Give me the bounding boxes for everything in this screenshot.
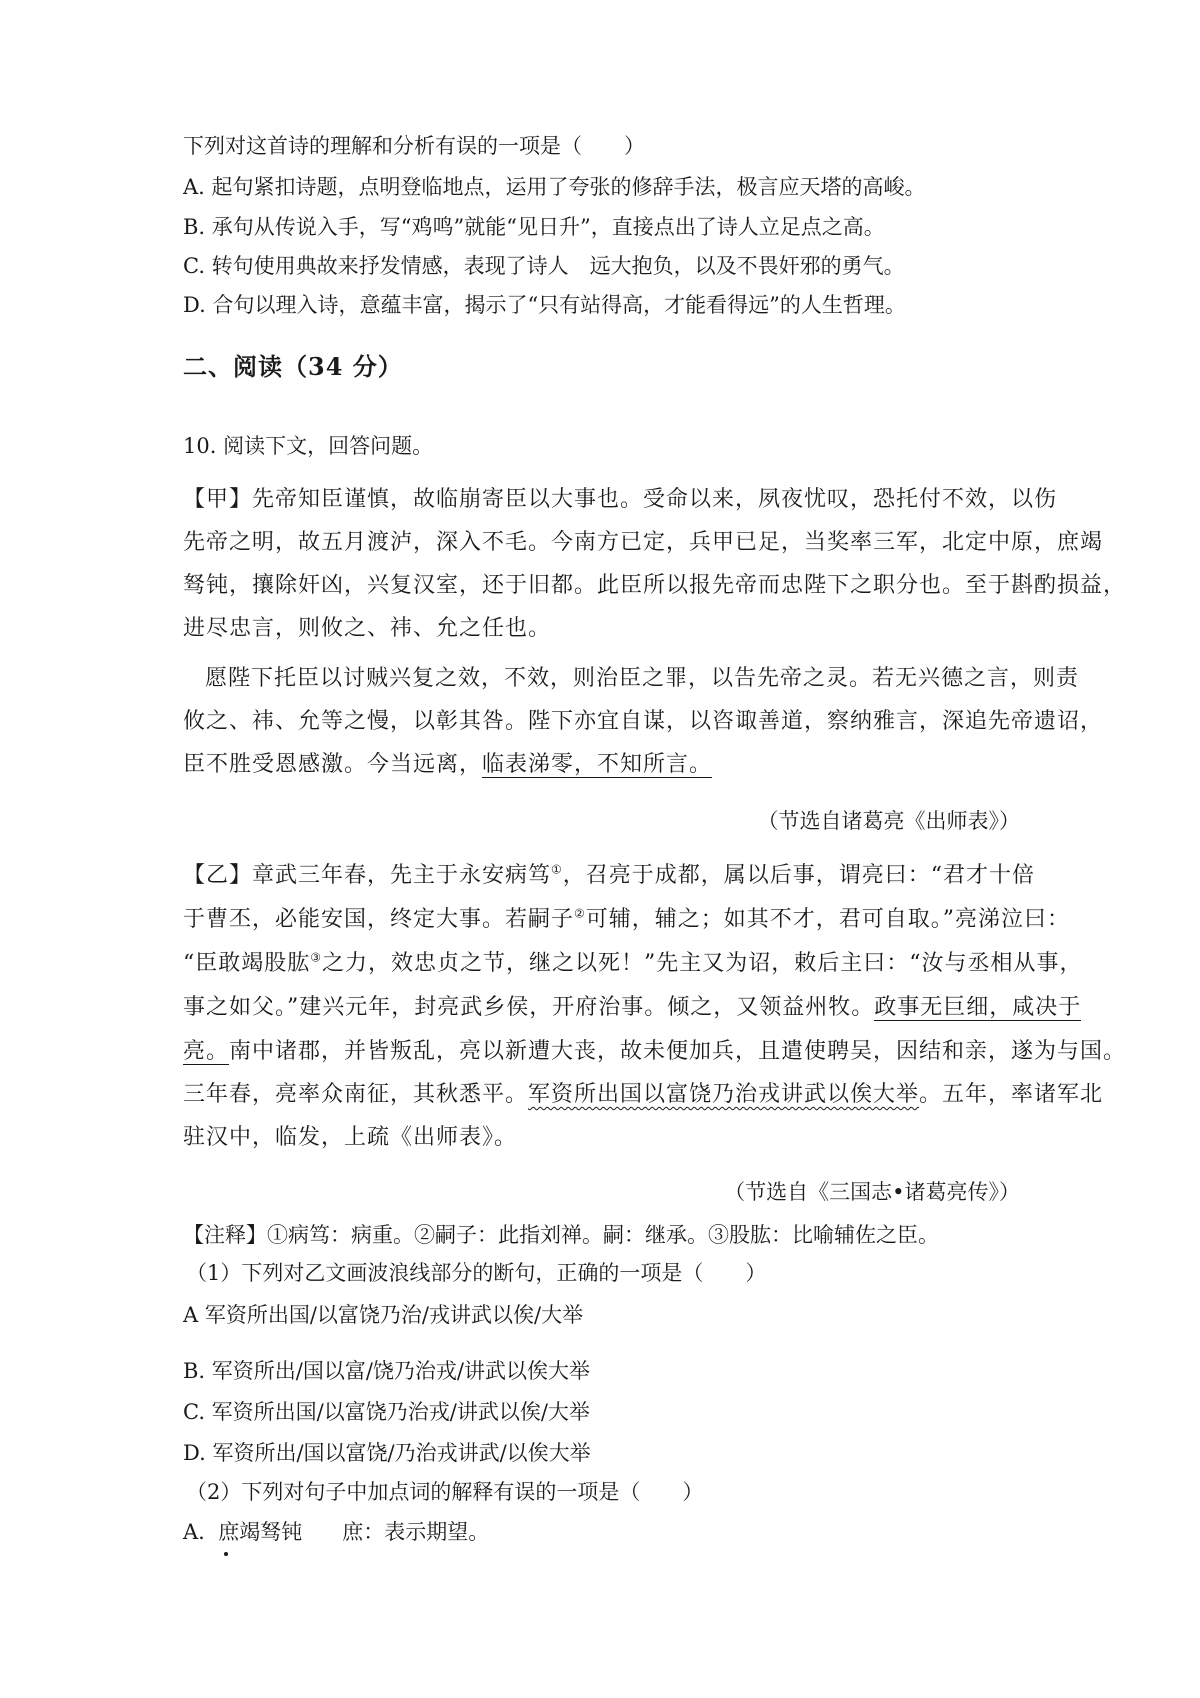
- yi-line-2b: 可辅，辅之；如其不才，君可自取。”亮涕泣曰：: [585, 907, 1071, 932]
- jia-line-6: 攸之、祎、允等之慢，以彰其咎。陛下亦宜自谋，以咨诹善道，察纳雅言，深追先帝遗诏，: [183, 709, 1104, 734]
- jia-line-5: 愿陛下托臣以讨贼兴复之效，不效，则治臣之罪，以告先帝之灵。若无兴德之言，则责: [205, 666, 1080, 691]
- yi-line-4: [183, 993, 1081, 1023]
- q10-2-option-a-phrase: 庶竭驽钝: [218, 1520, 303, 1544]
- yi-line-1: [183, 861, 1035, 891]
- yi-line-4-text: 事之如父。”建兴元年，封亮武乡侯，开府治事。倾之，又领益州牧。: [183, 995, 875, 1020]
- yi-line-1a: 【乙】章武三年春，先主于永安病笃: [183, 863, 552, 888]
- q9-option-b: B. 承句从传说入手，写“鸡鸣”就能“见日升”，直接点出了诗人立足点之高。: [183, 215, 885, 239]
- q9-stem: 下列对这首诗的理解和分析有误的一项是（ ）: [183, 134, 645, 158]
- q10-1-option-d: D. 军资所出/国以富饶/乃治戎讲武/以俟大举: [183, 1441, 591, 1465]
- yi-line-7: 驻汉中，临发，上疏《出师表》。: [183, 1125, 518, 1150]
- yi-wavy-underlined-sentence: 军资所出国以富饶乃治戎讲武以俟大举: [528, 1082, 920, 1107]
- yi-underlined-part-2: 亮。: [183, 1039, 230, 1064]
- yi-line-3a: “臣敢竭股肱: [183, 951, 311, 976]
- jia-line-7-text: 臣不胜受恩感激。今当远离，: [183, 752, 483, 777]
- q10-1-option-c: C. 军资所出国/以富饶乃治戎/讲武以俟/大举: [183, 1400, 590, 1424]
- annotation-notes: 【注释】①病笃：病重。②嗣子：此指刘禅。嗣：继承。③股肱：比喻辅佐之臣。: [183, 1223, 939, 1247]
- jia-line-4: 进尽忠言，则攸之、祎、允之任也。: [183, 616, 552, 641]
- yi-line-3b: 之力，效忠贞之节，继之以死！”先主又为诏，敕后主曰：“汝与丞相从事，: [322, 951, 1083, 976]
- jia-source: （节选自诸葛亮《出师表》）: [757, 809, 1020, 833]
- q10-1-option-b: B. 军资所出/国以富/饶乃治戎/讲武以俟大举: [183, 1359, 591, 1383]
- yi-line-1b: ，召亮于成都，属以后事，谓亮曰：“君才十倍: [562, 863, 1036, 888]
- yi-line-5-text: 南中诸郡，并皆叛乱，亮以新遭大丧，故未便加兵，且遣使聘吴，因结和亲，遂为与国。: [229, 1039, 1127, 1064]
- note-mark-2: ②: [574, 906, 586, 921]
- q10-1-option-a: A 军资所出国/以富饶乃治/戎讲武以俟/大举: [183, 1303, 584, 1327]
- q10-2-stem: （2）下列对句子中加点词的解释有误的一项是（ ）: [186, 1480, 704, 1504]
- q9-option-c: C. 转句使用典故来抒发情感，表现了诗人 远大抱负，以及不畏奸邪的勇气。: [183, 254, 905, 278]
- jia-line-1: 【甲】先帝知臣谨慎，故临崩寄臣以大事也。受命以来，夙夜忧叹，恐托付不效，以伤: [183, 487, 1058, 512]
- note-mark-1: ①: [551, 862, 563, 877]
- yi-line-3: [183, 949, 1083, 979]
- yi-line-2: [183, 905, 1070, 935]
- q10-1-stem: （1）下列对乙文画波浪线部分的断句，正确的一项是（ ）: [186, 1261, 767, 1285]
- section-2-heading: 二、阅读（34 分）: [183, 352, 403, 381]
- q9-option-d: D. 合句以理入诗，意蕴丰富，揭示了“只有站得高，才能看得远”的人生哲理。: [183, 293, 906, 317]
- jia-line-7: [183, 750, 712, 780]
- emphasis-dot-mark: [224, 1552, 228, 1556]
- q10-2-option-a-explanation: 庶：表示期望。: [342, 1520, 490, 1544]
- note-mark-3: ③: [310, 950, 323, 965]
- q10-title: 10. 阅读下文，回答问题。: [183, 434, 434, 458]
- yi-line-6-text: 三年春，亮率众南征，其秋悉平。: [183, 1082, 529, 1107]
- yi-line-5: [183, 1037, 1126, 1067]
- q10-2-option-a: [183, 1517, 489, 1547]
- yi-source: （节选自《三国志•诸葛亮传》）: [724, 1180, 1020, 1204]
- jia-line-3: 驽钝，攘除奸凶，兴复汉室，还于旧都。此臣所以报先帝而忠陛下之职分也。至于斟酌损益，: [183, 573, 1127, 598]
- yi-line-6: [183, 1080, 1103, 1110]
- yi-underlined-part-1: 政事无巨细，咸决于: [874, 995, 1082, 1020]
- yi-line-2a: 于曹丕，必能安国，终定大事。若嗣子: [183, 907, 575, 932]
- q10-2-option-a-label: A.: [183, 1520, 205, 1544]
- yi-line-6-tail: 。五年，率诸军北: [919, 1082, 1104, 1107]
- q9-option-a: A. 起句紧扣诗题，点明登临地点，运用了夸张的修辞手法，极言应天塔的高峻。: [183, 175, 926, 199]
- jia-underlined-sentence: 临表涕零，不知所言。: [482, 752, 713, 777]
- jia-line-2: 先帝之明，故五月渡泸，深入不毛。今南方已定，兵甲已足，当奖率三军，北定中原，庶竭: [183, 530, 1104, 555]
